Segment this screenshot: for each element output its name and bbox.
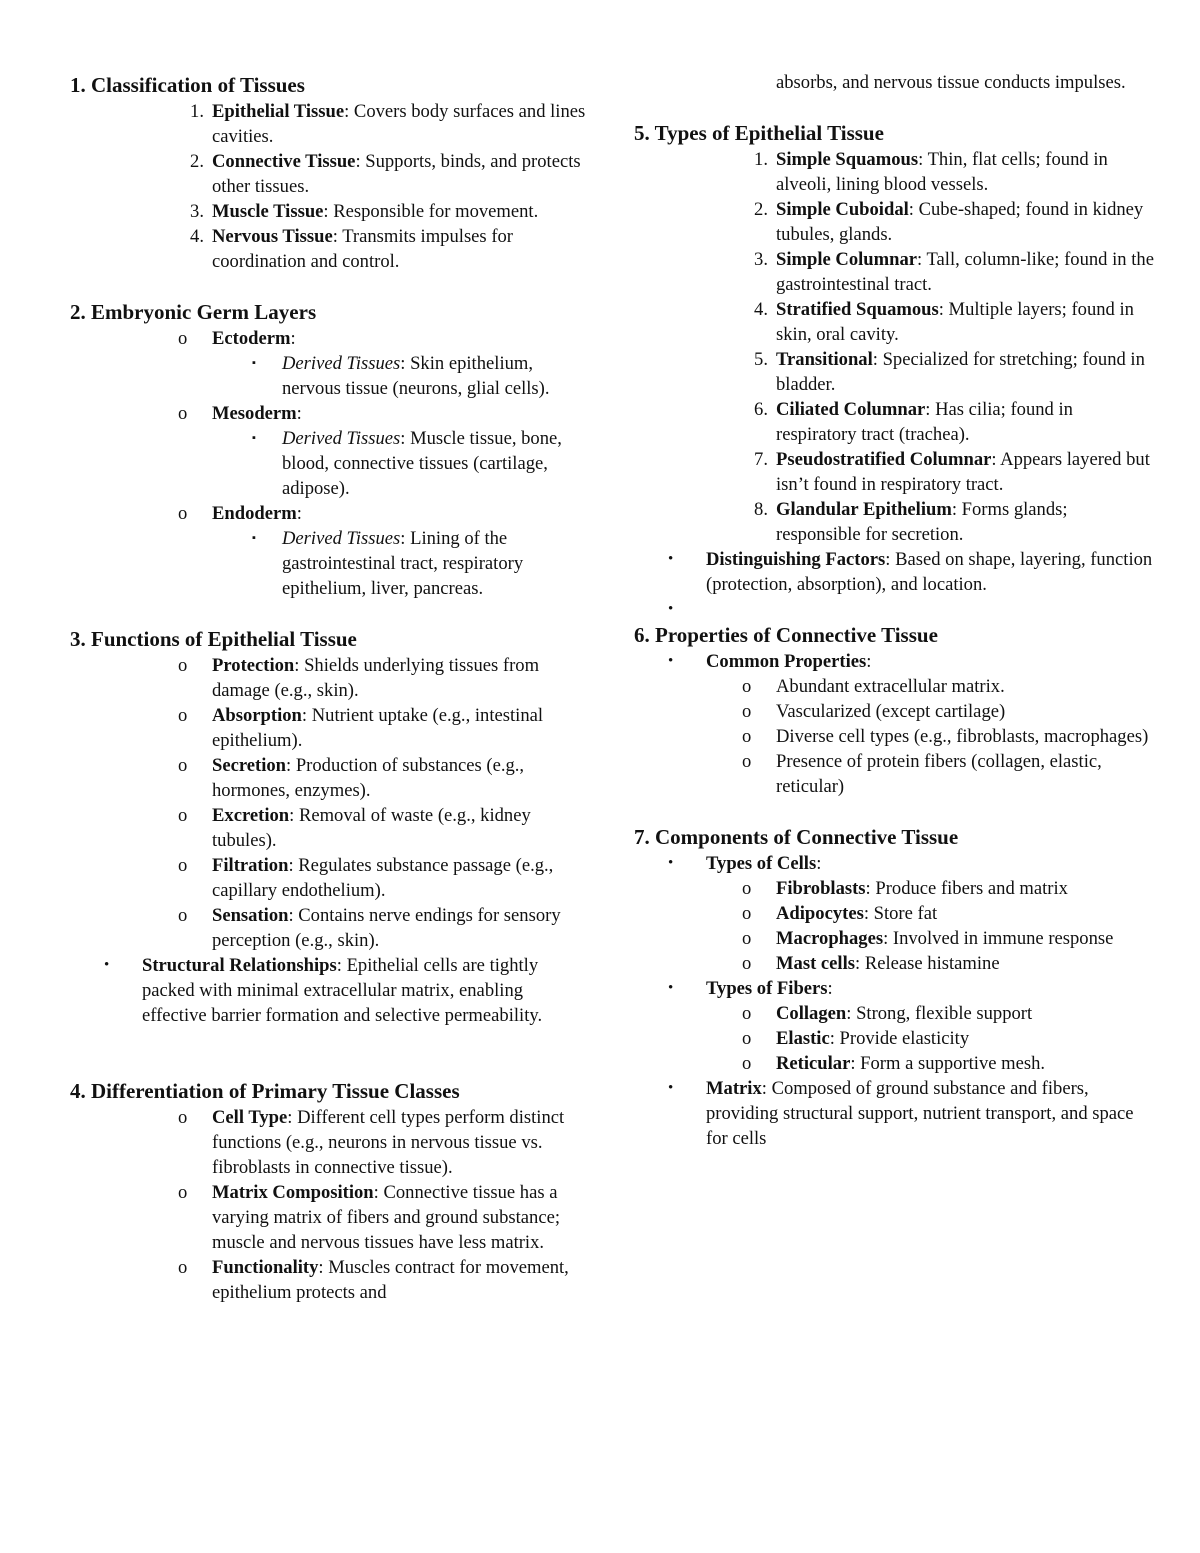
list-item — [70, 99, 590, 149]
list-number: 1. — [754, 149, 768, 170]
bullet-icon: • — [668, 551, 674, 567]
term: Fibroblasts — [776, 878, 866, 899]
circle-bullet-icon: o — [742, 1028, 752, 1049]
description: : Muscle tissue, bone, blood, connective tissues (cartilage, adipose). — [282, 428, 562, 499]
circle-bullet-icon: o — [178, 403, 188, 424]
list-item — [70, 326, 590, 351]
circle-bullet-icon: o — [742, 701, 752, 722]
description: absorbs, and nervous tissue conducts impulses. — [776, 72, 1126, 93]
description: : Contains nerve endings for sensory perception (e.g., skin). — [212, 905, 561, 951]
description: : Based on shape, layering, function (protection, absorption), and location. — [706, 549, 1153, 595]
sub-list-item — [634, 1051, 1154, 1076]
list-number: 8. — [754, 499, 768, 520]
circle-bullet-icon: o — [178, 328, 188, 349]
circle-bullet-icon: o — [742, 878, 752, 899]
sub-list-item — [634, 926, 1154, 951]
list-number: 2. — [190, 151, 204, 172]
description: : Muscles contract for movement, epithelium protects and — [212, 1257, 569, 1303]
circle-bullet-icon: o — [178, 1107, 188, 1128]
term: Structural Relationships — [142, 955, 337, 976]
bullet-icon: • — [668, 1080, 674, 1096]
term: Distinguishing Factors — [706, 549, 886, 570]
bullet-item — [634, 976, 1154, 1001]
square-bullet-icon: ▪ — [252, 532, 256, 544]
circle-bullet-icon: o — [178, 1257, 188, 1278]
list-item — [634, 247, 1154, 297]
term: Types of Fibers — [706, 978, 828, 999]
circle-bullet-icon: o — [742, 953, 752, 974]
description: : Different cell types perform distinct functions (e.g., neurons in nervous tissue vs. fibroblasts in connective tissue). — [212, 1107, 565, 1178]
list-item — [70, 224, 590, 274]
term: Muscle Tissue — [212, 201, 324, 222]
description: Diverse cell types (e.g., fibroblasts, macrophages) — [776, 726, 1149, 747]
list-item — [70, 653, 590, 703]
bullet-icon: • — [104, 957, 110, 973]
description: : Covers body surfaces and lines cavities. — [212, 101, 586, 147]
description: : Shields underlying tissues from damage (e.g., skin). — [212, 655, 540, 701]
list-item — [70, 1105, 590, 1180]
section-title-classification: 1. Classification of Tissues — [70, 73, 305, 97]
sub-list-item — [634, 901, 1154, 926]
bullet-item — [634, 1076, 1154, 1151]
term: Elastic — [776, 1028, 830, 1049]
term: Adipocytes — [776, 903, 864, 924]
circle-bullet-icon: o — [742, 726, 752, 747]
circle-bullet-icon: o — [178, 905, 188, 926]
description: : Produce fibers and matrix — [865, 878, 1068, 899]
circle-bullet-icon: o — [178, 655, 188, 676]
description: : Tall, column-like; found in the gastrointestinal tract. — [776, 249, 1154, 295]
description: : — [816, 853, 822, 874]
term: Filtration — [212, 855, 289, 876]
circle-bullet-icon: o — [742, 751, 752, 772]
description: Presence of protein fibers (collagen, elastic, reticular) — [776, 751, 1102, 797]
list-item — [70, 753, 590, 803]
sub-list-item — [634, 1026, 1154, 1051]
term: Sensation — [212, 905, 289, 926]
description: : Specialized for stretching; found in bladder. — [776, 349, 1145, 395]
description: : — [296, 503, 302, 524]
list-number: 5. — [754, 349, 768, 370]
circle-bullet-icon: o — [178, 755, 188, 776]
square-bullet-icon: ▪ — [252, 432, 256, 444]
description: : Responsible for movement. — [323, 201, 539, 222]
list-item — [634, 447, 1154, 497]
list-number: 4. — [754, 299, 768, 320]
circle-bullet-icon: o — [178, 1182, 188, 1203]
sub-list-item — [634, 749, 1154, 799]
list-item — [70, 199, 590, 224]
sub-list-item — [634, 724, 1154, 749]
description: : Appears layered but isn’t found in respiratory tract. — [776, 449, 1150, 495]
term: Mesoderm — [212, 403, 297, 424]
circle-bullet-icon: o — [742, 1053, 752, 1074]
list-number: 3. — [754, 249, 768, 270]
section-title-epithelial-types: 5. Types of Epithelial Tissue — [634, 121, 884, 145]
description: : Composed of ground substance and fibers, providing structural support, nutrient transport, and space for cells — [706, 1078, 1134, 1149]
term: Connective Tissue — [212, 151, 356, 172]
term: Secretion — [212, 755, 287, 776]
circle-bullet-icon: o — [178, 705, 188, 726]
circle-bullet-icon: o — [742, 1003, 752, 1024]
right-column — [634, 72, 1154, 1151]
bullet-icon: • — [668, 855, 674, 871]
bullet-icon: • — [668, 980, 674, 996]
sub-list-item — [70, 351, 590, 401]
empty-bullet-item — [634, 597, 1154, 622]
section-title-differentiation: 4. Differentiation of Primary Tissue Classes — [70, 1079, 460, 1103]
description: : Epithelial cells are tightly packed with minimal extracellular matrix, enabling effective barrier formation and selective permeability. — [142, 955, 543, 1026]
term: Protection — [212, 655, 295, 676]
description: : Transmits impulses for coordination and control. — [212, 226, 513, 272]
description: : — [827, 978, 833, 999]
sub-list-item — [70, 426, 590, 501]
description: : Connective tissue has a varying matrix of fibers and ground substance; muscle and nervous tissues have less matrix. — [212, 1182, 561, 1253]
bullet-item — [634, 649, 1154, 674]
term: Types of Cells — [706, 853, 817, 874]
term: Ciliated Columnar — [776, 399, 926, 420]
left-column — [70, 72, 590, 1305]
sub-list-item — [634, 699, 1154, 724]
term: Macrophages — [776, 928, 884, 949]
circle-bullet-icon: o — [178, 855, 188, 876]
term: Glandular Epithelium — [776, 499, 952, 520]
description: : Forms glands; responsible for secretion. — [776, 499, 1068, 545]
list-item — [634, 147, 1154, 197]
term: Stratified Squamous — [776, 299, 939, 320]
description: : Skin epithelium, nervous tissue (neurons, glial cells). — [282, 353, 550, 399]
description: : Removal of waste (e.g., kidney tubules). — [212, 805, 531, 851]
term: Functionality — [212, 1257, 319, 1278]
term: Pseudostratified Columnar — [776, 449, 992, 470]
term: Cell Type — [212, 1107, 288, 1128]
term: Transitional — [776, 349, 873, 370]
list-item — [634, 497, 1154, 547]
list-item — [634, 347, 1154, 397]
list-item — [70, 149, 590, 199]
description: : Lining of the gastrointestinal tract, respiratory epithelium, liver, pancreas. — [282, 528, 524, 599]
term: Simple Columnar — [776, 249, 918, 270]
list-item — [70, 1255, 590, 1305]
circle-bullet-icon: o — [742, 928, 752, 949]
circle-bullet-icon: o — [742, 676, 752, 697]
description: : Regulates substance passage (e.g., capillary endothelium). — [212, 855, 554, 901]
term: Epithelial Tissue — [212, 101, 345, 122]
term: Excretion — [212, 805, 290, 826]
bullet-icon: • — [668, 653, 674, 669]
list-number: 1. — [190, 101, 204, 122]
description: : — [296, 403, 302, 424]
square-bullet-icon: ▪ — [252, 357, 256, 369]
description: : — [290, 328, 296, 349]
bullet-item — [634, 547, 1154, 597]
description: : Nutrient uptake (e.g., intestinal epithelium). — [212, 705, 544, 751]
term: Matrix — [706, 1078, 762, 1099]
list-item — [70, 703, 590, 753]
list-item — [634, 197, 1154, 247]
term: Ectoderm — [212, 328, 291, 349]
circle-bullet-icon: o — [742, 903, 752, 924]
list-item — [70, 903, 590, 953]
circle-bullet-icon: o — [178, 503, 188, 524]
list-item — [70, 1180, 590, 1255]
section-title-epithelial-functions: 3. Functions of Epithelial Tissue — [70, 627, 357, 651]
description: : Strong, flexible support — [846, 1003, 1033, 1024]
list-item — [70, 501, 590, 526]
term: Common Properties — [706, 651, 867, 672]
circle-bullet-icon: o — [178, 805, 188, 826]
description: : — [866, 651, 872, 672]
bullet-icon: • — [668, 601, 674, 617]
section-title-connective-components: 7. Components of Connective Tissue — [634, 825, 959, 849]
list-item — [70, 401, 590, 426]
section-title-germ-layers: 2. Embryonic Germ Layers — [70, 300, 317, 324]
description: : Thin, flat cells; found in alveoli, lining blood vessels. — [776, 149, 1108, 195]
description: : Form a supportive mesh. — [850, 1053, 1046, 1074]
description: : Production of substances (e.g., hormones, enzymes). — [212, 755, 525, 801]
list-number: 4. — [190, 226, 204, 247]
description: : Multiple layers; found in skin, oral cavity. — [776, 299, 1134, 345]
section-title-connective-properties: 6. Properties of Connective Tissue — [634, 623, 938, 647]
description: Abundant extracellular matrix. — [776, 676, 1005, 697]
description: : Provide elasticity — [829, 1028, 970, 1049]
description: : Supports, binds, and protects other tissues. — [212, 151, 581, 197]
term: Endoderm — [212, 503, 297, 524]
term: Derived Tissues — [282, 353, 401, 374]
description: Vascularized (except cartilage) — [776, 701, 1006, 722]
list-item — [70, 853, 590, 903]
term: Mast cells — [776, 953, 855, 974]
sub-list-item — [634, 674, 1154, 699]
sub-list-item — [634, 1001, 1154, 1026]
term: Matrix Composition — [212, 1182, 374, 1203]
term: Collagen — [776, 1003, 847, 1024]
list-item — [634, 397, 1154, 447]
list-number: 7. — [754, 449, 768, 470]
description: : Release histamine — [855, 953, 1000, 974]
list-item — [634, 297, 1154, 347]
description: : Has cilia; found in respiratory tract (trachea). — [776, 399, 1073, 445]
term: Simple Squamous — [776, 149, 919, 170]
list-number: 3. — [190, 201, 204, 222]
list-item — [70, 803, 590, 853]
description: : Involved in immune response — [883, 928, 1114, 949]
term: Absorption — [212, 705, 302, 726]
list-number: 6. — [754, 399, 768, 420]
list-number: 2. — [754, 199, 768, 220]
term: Derived Tissues — [282, 428, 401, 449]
description: : Store fat — [863, 903, 938, 924]
sub-list-item — [634, 951, 1154, 976]
sub-list-item — [634, 876, 1154, 901]
sub-list-item — [70, 526, 590, 601]
term: Simple Cuboidal — [776, 199, 909, 220]
continued-text — [634, 70, 1154, 95]
bullet-item — [70, 953, 590, 1028]
term: Derived Tissues — [282, 528, 401, 549]
bullet-item — [634, 851, 1154, 876]
description: : Cube-shaped; found in kidney tubules, glands. — [776, 199, 1144, 245]
term: Reticular — [776, 1053, 851, 1074]
term: Nervous Tissue — [212, 226, 333, 247]
